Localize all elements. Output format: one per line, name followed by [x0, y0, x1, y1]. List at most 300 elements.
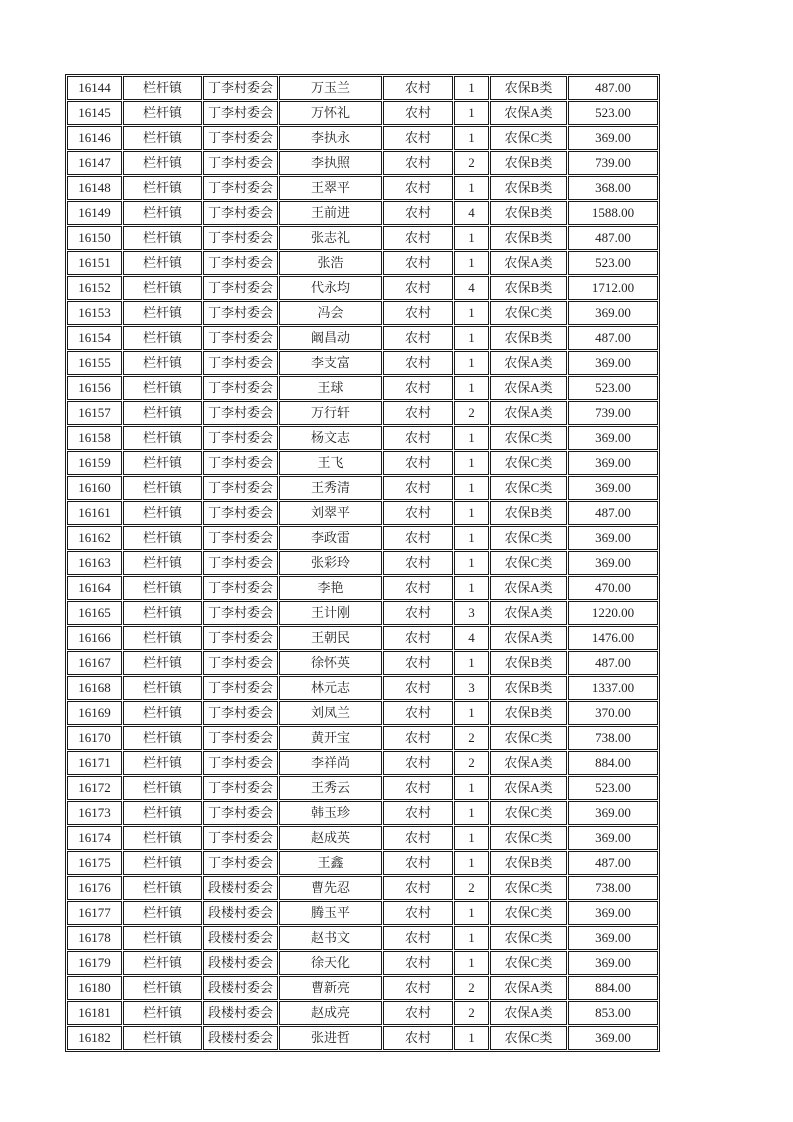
cell-village-committee: 丁李村委会 — [203, 576, 278, 600]
table-row — [67, 351, 658, 375]
table-row — [67, 101, 658, 125]
cell-person-count: 2 — [454, 726, 489, 750]
cell-residence-type: 农村 — [383, 726, 453, 750]
cell-amount: 1712.00 — [568, 276, 658, 300]
cell-insurance-category: 农保B类 — [490, 651, 567, 675]
cell-residence-type: 农村 — [383, 851, 453, 875]
cell-residence-type: 农村 — [383, 476, 453, 500]
cell-person-name: 腾玉平 — [279, 901, 382, 925]
cell-insurance-category: 农保B类 — [490, 676, 567, 700]
cell-village-committee: 丁李村委会 — [203, 251, 278, 275]
cell-insurance-category: 农保A类 — [490, 776, 567, 800]
cell-amount: 369.00 — [568, 301, 658, 325]
table-row — [67, 976, 658, 1000]
cell-amount: 369.00 — [568, 126, 658, 150]
cell-village-committee: 段楼村委会 — [203, 1026, 278, 1050]
cell-serial: 16158 — [67, 426, 122, 450]
cell-town: 栏杆镇 — [123, 501, 202, 525]
cell-insurance-category: 农保C类 — [490, 526, 567, 550]
table-row — [67, 1026, 658, 1050]
cell-serial: 16168 — [67, 676, 122, 700]
cell-person-count: 3 — [454, 676, 489, 700]
cell-amount: 487.00 — [568, 851, 658, 875]
cell-residence-type: 农村 — [383, 451, 453, 475]
cell-person-name: 赵成英 — [279, 826, 382, 850]
cell-town: 栏杆镇 — [123, 851, 202, 875]
cell-village-committee: 段楼村委会 — [203, 926, 278, 950]
cell-residence-type: 农村 — [383, 501, 453, 525]
cell-residence-type: 农村 — [383, 76, 453, 100]
table-row — [67, 376, 658, 400]
cell-residence-type: 农村 — [383, 301, 453, 325]
cell-residence-type: 农村 — [383, 601, 453, 625]
cell-residence-type: 农村 — [383, 901, 453, 925]
table-row — [67, 751, 658, 775]
cell-person-name: 王鑫 — [279, 851, 382, 875]
cell-person-name: 李政雷 — [279, 526, 382, 550]
table-row — [67, 576, 658, 600]
cell-town: 栏杆镇 — [123, 576, 202, 600]
cell-village-committee: 丁李村委会 — [203, 501, 278, 525]
cell-serial: 16157 — [67, 401, 122, 425]
cell-serial: 16174 — [67, 826, 122, 850]
table-row — [67, 951, 658, 975]
cell-village-committee: 丁李村委会 — [203, 401, 278, 425]
cell-residence-type: 农村 — [383, 776, 453, 800]
cell-insurance-category: 农保A类 — [490, 376, 567, 400]
cell-village-committee: 段楼村委会 — [203, 976, 278, 1000]
cell-serial: 16171 — [67, 751, 122, 775]
cell-insurance-category: 农保B类 — [490, 176, 567, 200]
cell-village-committee: 丁李村委会 — [203, 301, 278, 325]
cell-residence-type: 农村 — [383, 1026, 453, 1050]
cell-serial: 16147 — [67, 151, 122, 175]
cell-village-committee: 丁李村委会 — [203, 726, 278, 750]
cell-town: 栏杆镇 — [123, 451, 202, 475]
cell-residence-type: 农村 — [383, 926, 453, 950]
cell-residence-type: 农村 — [383, 401, 453, 425]
cell-insurance-category: 农保A类 — [490, 1001, 567, 1025]
cell-town: 栏杆镇 — [123, 801, 202, 825]
cell-person-name: 代永均 — [279, 276, 382, 300]
cell-person-count: 1 — [454, 351, 489, 375]
cell-person-count: 1 — [454, 951, 489, 975]
table-row — [67, 776, 658, 800]
cell-person-name: 王飞 — [279, 451, 382, 475]
cell-insurance-category: 农保B类 — [490, 201, 567, 225]
cell-insurance-category: 农保A类 — [490, 401, 567, 425]
cell-person-count: 3 — [454, 601, 489, 625]
cell-residence-type: 农村 — [383, 1001, 453, 1025]
cell-serial: 16146 — [67, 126, 122, 150]
cell-town: 栏杆镇 — [123, 626, 202, 650]
cell-village-committee: 丁李村委会 — [203, 526, 278, 550]
cell-serial: 16164 — [67, 576, 122, 600]
cell-person-count: 1 — [454, 326, 489, 350]
cell-serial: 16165 — [67, 601, 122, 625]
cell-residence-type: 农村 — [383, 376, 453, 400]
cell-amount: 470.00 — [568, 576, 658, 600]
cell-village-committee: 丁李村委会 — [203, 376, 278, 400]
cell-person-count: 1 — [454, 76, 489, 100]
cell-amount: 739.00 — [568, 151, 658, 175]
cell-person-name: 王秀清 — [279, 476, 382, 500]
table-body — [67, 76, 658, 1050]
cell-village-committee: 丁李村委会 — [203, 76, 278, 100]
cell-person-count: 1 — [454, 851, 489, 875]
cell-serial: 16151 — [67, 251, 122, 275]
cell-person-name: 曹先忍 — [279, 876, 382, 900]
cell-person-count: 1 — [454, 926, 489, 950]
cell-person-name: 张进哲 — [279, 1026, 382, 1050]
cell-town: 栏杆镇 — [123, 476, 202, 500]
table-row — [67, 126, 658, 150]
cell-town: 栏杆镇 — [123, 876, 202, 900]
cell-serial: 16153 — [67, 301, 122, 325]
table-row — [67, 451, 658, 475]
cell-amount: 487.00 — [568, 501, 658, 525]
cell-serial: 16181 — [67, 1001, 122, 1025]
cell-person-name: 曹新亮 — [279, 976, 382, 1000]
cell-insurance-category: 农保A类 — [490, 751, 567, 775]
cell-person-count: 1 — [454, 426, 489, 450]
cell-residence-type: 农村 — [383, 326, 453, 350]
cell-person-name: 徐天化 — [279, 951, 382, 975]
cell-residence-type: 农村 — [383, 651, 453, 675]
cell-serial: 16159 — [67, 451, 122, 475]
cell-person-name: 赵书文 — [279, 926, 382, 950]
cell-serial: 16175 — [67, 851, 122, 875]
cell-village-committee: 丁李村委会 — [203, 176, 278, 200]
cell-insurance-category: 农保C类 — [490, 826, 567, 850]
cell-amount: 853.00 — [568, 1001, 658, 1025]
cell-amount: 523.00 — [568, 776, 658, 800]
table-row — [67, 326, 658, 350]
cell-insurance-category: 农保C类 — [490, 301, 567, 325]
cell-serial: 16166 — [67, 626, 122, 650]
cell-village-committee: 丁李村委会 — [203, 151, 278, 175]
cell-insurance-category: 农保C类 — [490, 451, 567, 475]
cell-insurance-category: 农保A类 — [490, 101, 567, 125]
cell-residence-type: 农村 — [383, 101, 453, 125]
cell-village-committee: 丁李村委会 — [203, 851, 278, 875]
table-row — [67, 901, 658, 925]
cell-person-name: 黄开宝 — [279, 726, 382, 750]
cell-amount: 523.00 — [568, 251, 658, 275]
table-row — [67, 226, 658, 250]
cell-insurance-category: 农保B类 — [490, 501, 567, 525]
cell-person-name: 张浩 — [279, 251, 382, 275]
cell-serial: 16180 — [67, 976, 122, 1000]
cell-village-committee: 丁李村委会 — [203, 651, 278, 675]
cell-amount: 1220.00 — [568, 601, 658, 625]
cell-person-name: 王球 — [279, 376, 382, 400]
cell-person-name: 刘凤兰 — [279, 701, 382, 725]
cell-person-count: 2 — [454, 401, 489, 425]
cell-person-count: 4 — [454, 276, 489, 300]
cell-serial: 16163 — [67, 551, 122, 575]
cell-insurance-category: 农保A类 — [490, 601, 567, 625]
cell-serial: 16160 — [67, 476, 122, 500]
cell-village-committee: 段楼村委会 — [203, 901, 278, 925]
cell-serial: 16176 — [67, 876, 122, 900]
cell-serial: 16173 — [67, 801, 122, 825]
cell-person-count: 2 — [454, 151, 489, 175]
cell-residence-type: 农村 — [383, 801, 453, 825]
cell-residence-type: 农村 — [383, 176, 453, 200]
cell-person-count: 1 — [454, 501, 489, 525]
table-row — [67, 301, 658, 325]
cell-person-count: 1 — [454, 551, 489, 575]
cell-amount: 369.00 — [568, 801, 658, 825]
cell-town: 栏杆镇 — [123, 751, 202, 775]
cell-person-name: 万怀礼 — [279, 101, 382, 125]
cell-person-count: 1 — [454, 1026, 489, 1050]
cell-village-committee: 丁李村委会 — [203, 776, 278, 800]
cell-serial: 16161 — [67, 501, 122, 525]
cell-serial: 16170 — [67, 726, 122, 750]
cell-residence-type: 农村 — [383, 676, 453, 700]
cell-person-count: 1 — [454, 576, 489, 600]
cell-person-count: 4 — [454, 626, 489, 650]
cell-residence-type: 农村 — [383, 251, 453, 275]
table-row — [67, 626, 658, 650]
cell-person-name: 李执照 — [279, 151, 382, 175]
cell-town: 栏杆镇 — [123, 301, 202, 325]
cell-village-committee: 段楼村委会 — [203, 951, 278, 975]
cell-residence-type: 农村 — [383, 826, 453, 850]
cell-village-committee: 段楼村委会 — [203, 1001, 278, 1025]
cell-amount: 369.00 — [568, 951, 658, 975]
cell-residence-type: 农村 — [383, 426, 453, 450]
cell-serial: 16148 — [67, 176, 122, 200]
cell-village-committee: 丁李村委会 — [203, 601, 278, 625]
table-row — [67, 251, 658, 275]
cell-village-committee: 段楼村委会 — [203, 876, 278, 900]
cell-town: 栏杆镇 — [123, 276, 202, 300]
cell-village-committee: 丁李村委会 — [203, 101, 278, 125]
cell-residence-type: 农村 — [383, 276, 453, 300]
cell-amount: 369.00 — [568, 351, 658, 375]
cell-town: 栏杆镇 — [123, 201, 202, 225]
cell-town: 栏杆镇 — [123, 426, 202, 450]
cell-amount: 523.00 — [568, 376, 658, 400]
cell-insurance-category: 农保C类 — [490, 876, 567, 900]
cell-person-name: 王朝民 — [279, 626, 382, 650]
cell-village-committee: 丁李村委会 — [203, 351, 278, 375]
cell-insurance-category: 农保C类 — [490, 901, 567, 925]
cell-town: 栏杆镇 — [123, 151, 202, 175]
cell-village-committee: 丁李村委会 — [203, 751, 278, 775]
cell-insurance-category: 农保C类 — [490, 551, 567, 575]
cell-village-committee: 丁李村委会 — [203, 701, 278, 725]
cell-person-count: 1 — [454, 226, 489, 250]
cell-town: 栏杆镇 — [123, 126, 202, 150]
cell-town: 栏杆镇 — [123, 901, 202, 925]
cell-insurance-category: 农保B类 — [490, 851, 567, 875]
cell-town: 栏杆镇 — [123, 826, 202, 850]
cell-insurance-category: 农保C类 — [490, 126, 567, 150]
table-row — [67, 476, 658, 500]
cell-serial: 16182 — [67, 1026, 122, 1050]
cell-serial: 16152 — [67, 276, 122, 300]
table-row — [67, 176, 658, 200]
cell-person-name: 王计刚 — [279, 601, 382, 625]
cell-village-committee: 丁李村委会 — [203, 451, 278, 475]
cell-town: 栏杆镇 — [123, 1026, 202, 1050]
cell-town: 栏杆镇 — [123, 976, 202, 1000]
cell-town: 栏杆镇 — [123, 951, 202, 975]
cell-person-count: 4 — [454, 201, 489, 225]
cell-person-name: 阚昌动 — [279, 326, 382, 350]
cell-town: 栏杆镇 — [123, 701, 202, 725]
cell-serial: 16145 — [67, 101, 122, 125]
cell-residence-type: 农村 — [383, 151, 453, 175]
cell-person-count: 2 — [454, 751, 489, 775]
cell-town: 栏杆镇 — [123, 926, 202, 950]
cell-person-name: 王秀云 — [279, 776, 382, 800]
table-row — [67, 1001, 658, 1025]
cell-insurance-category: 农保A类 — [490, 626, 567, 650]
cell-serial: 16144 — [67, 76, 122, 100]
cell-person-name: 赵成亮 — [279, 1001, 382, 1025]
cell-person-name: 王前进 — [279, 201, 382, 225]
cell-serial: 16179 — [67, 951, 122, 975]
table-row — [67, 201, 658, 225]
cell-person-count: 1 — [454, 101, 489, 125]
cell-village-committee: 丁李村委会 — [203, 201, 278, 225]
cell-serial: 16167 — [67, 651, 122, 675]
cell-town: 栏杆镇 — [123, 651, 202, 675]
cell-town: 栏杆镇 — [123, 726, 202, 750]
cell-person-name: 李艳 — [279, 576, 382, 600]
cell-town: 栏杆镇 — [123, 1001, 202, 1025]
cell-person-count: 1 — [454, 126, 489, 150]
cell-person-count: 1 — [454, 301, 489, 325]
cell-amount: 487.00 — [568, 651, 658, 675]
cell-amount: 369.00 — [568, 426, 658, 450]
cell-person-count: 1 — [454, 526, 489, 550]
cell-village-committee: 丁李村委会 — [203, 801, 278, 825]
cell-town: 栏杆镇 — [123, 351, 202, 375]
cell-person-name: 杨文志 — [279, 426, 382, 450]
cell-town: 栏杆镇 — [123, 601, 202, 625]
cell-insurance-category: 农保C类 — [490, 1026, 567, 1050]
cell-village-committee: 丁李村委会 — [203, 426, 278, 450]
cell-person-count: 2 — [454, 976, 489, 1000]
cell-amount: 369.00 — [568, 901, 658, 925]
cell-amount: 523.00 — [568, 101, 658, 125]
cell-residence-type: 农村 — [383, 951, 453, 975]
cell-village-committee: 丁李村委会 — [203, 551, 278, 575]
cell-insurance-category: 农保C类 — [490, 801, 567, 825]
cell-village-committee: 丁李村委会 — [203, 226, 278, 250]
cell-residence-type: 农村 — [383, 576, 453, 600]
cell-serial: 16177 — [67, 901, 122, 925]
cell-insurance-category: 农保B类 — [490, 701, 567, 725]
table-row — [67, 276, 658, 300]
cell-amount: 369.00 — [568, 551, 658, 575]
cell-town: 栏杆镇 — [123, 526, 202, 550]
table-row — [67, 426, 658, 450]
cell-person-count: 2 — [454, 876, 489, 900]
table-row — [67, 76, 658, 100]
cell-town: 栏杆镇 — [123, 551, 202, 575]
table-row — [67, 501, 658, 525]
cell-residence-type: 农村 — [383, 976, 453, 1000]
cell-person-count: 1 — [454, 651, 489, 675]
table-row — [67, 801, 658, 825]
cell-person-name: 万行轩 — [279, 401, 382, 425]
cell-serial: 16169 — [67, 701, 122, 725]
cell-residence-type: 农村 — [383, 876, 453, 900]
cell-town: 栏杆镇 — [123, 76, 202, 100]
cell-town: 栏杆镇 — [123, 401, 202, 425]
cell-village-committee: 丁李村委会 — [203, 126, 278, 150]
table-row — [67, 876, 658, 900]
cell-village-committee: 丁李村委会 — [203, 826, 278, 850]
cell-amount: 738.00 — [568, 876, 658, 900]
cell-person-name: 张志礼 — [279, 226, 382, 250]
cell-amount: 1588.00 — [568, 201, 658, 225]
cell-insurance-category: 农保B类 — [490, 151, 567, 175]
cell-residence-type: 农村 — [383, 751, 453, 775]
cell-person-name: 张彩玲 — [279, 551, 382, 575]
cell-person-name: 刘翠平 — [279, 501, 382, 525]
cell-village-committee: 丁李村委会 — [203, 326, 278, 350]
cell-residence-type: 农村 — [383, 701, 453, 725]
cell-serial: 16178 — [67, 926, 122, 950]
cell-town: 栏杆镇 — [123, 176, 202, 200]
cell-town: 栏杆镇 — [123, 251, 202, 275]
cell-insurance-category: 农保B类 — [490, 276, 567, 300]
cell-amount: 1337.00 — [568, 676, 658, 700]
cell-insurance-category: 农保A类 — [490, 251, 567, 275]
cell-person-count: 1 — [454, 776, 489, 800]
cell-town: 栏杆镇 — [123, 226, 202, 250]
cell-amount: 369.00 — [568, 526, 658, 550]
cell-amount: 1476.00 — [568, 626, 658, 650]
cell-person-count: 1 — [454, 826, 489, 850]
cell-person-name: 徐怀英 — [279, 651, 382, 675]
cell-amount: 738.00 — [568, 726, 658, 750]
cell-village-committee: 丁李村委会 — [203, 276, 278, 300]
cell-serial: 16154 — [67, 326, 122, 350]
cell-insurance-category: 农保B类 — [490, 226, 567, 250]
table-row — [67, 401, 658, 425]
cell-residence-type: 农村 — [383, 551, 453, 575]
cell-amount: 487.00 — [568, 326, 658, 350]
table-row — [67, 651, 658, 675]
cell-insurance-category: 农保C类 — [490, 426, 567, 450]
cell-amount: 369.00 — [568, 476, 658, 500]
cell-amount: 739.00 — [568, 401, 658, 425]
cell-person-name: 林元志 — [279, 676, 382, 700]
cell-insurance-category: 农保A类 — [490, 576, 567, 600]
cell-amount: 370.00 — [568, 701, 658, 725]
table-row — [67, 726, 658, 750]
cell-serial: 16156 — [67, 376, 122, 400]
cell-insurance-category: 农保B类 — [490, 326, 567, 350]
cell-person-count: 1 — [454, 701, 489, 725]
cell-town: 栏杆镇 — [123, 376, 202, 400]
cell-serial: 16155 — [67, 351, 122, 375]
cell-person-count: 1 — [454, 476, 489, 500]
cell-village-committee: 丁李村委会 — [203, 626, 278, 650]
cell-person-name: 韩玉珍 — [279, 801, 382, 825]
table-row — [67, 851, 658, 875]
table-row — [67, 526, 658, 550]
